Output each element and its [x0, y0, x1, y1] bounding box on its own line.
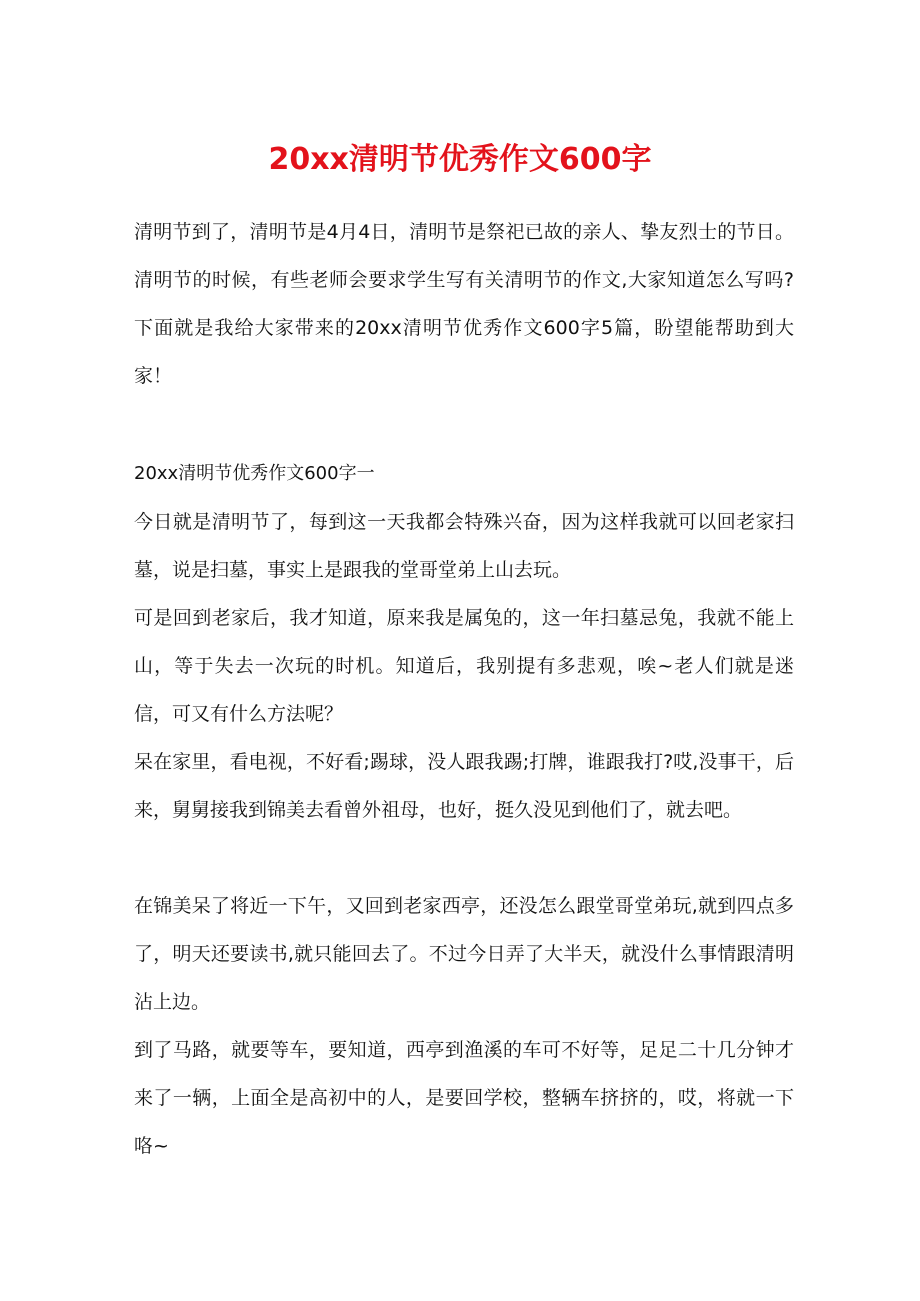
paragraph-4: 在锦美呆了将近一下午，又回到老家西亭，还没怎么跟堂哥堂弟玩,就到四点多了，明天还要读书,就只能回去了。不过今日弄了大半天，就没什么事情跟清明沾上边。 [134, 895, 794, 1013]
document-title: 20xx清明节优秀作文600字 [268, 142, 652, 177]
paragraph-3: 呆在家里，看电视，不好看;踢球，没人跟我踢;打牌，谁跟我打?哎,没事干，后来，舅舅接我到锦美去看曾外祖母，也好，挺久没见到他们了，就去吧。 [134, 751, 794, 821]
paragraph-5: 到了马路，就要等车，要知道，西亭到渔溪的车可不好等，足足二十几分钟才来了一辆，上面全是高初中的人，是要回学校，整辆车挤挤的，哎，将就一下咯~ [134, 1039, 794, 1157]
paragraph-1: 今日就是清明节了，每到这一天我都会特殊兴奋，因为这样我就可以回老家扫墓，说是扫墓，事实上是跟我的堂哥堂弟上山去玩。 [134, 511, 794, 581]
section-heading: 20xx清明节优秀作文600字一 [134, 463, 375, 484]
paragraph-2: 可是回到老家后，我才知道，原来我是属兔的，这一年扫墓忌兔，我就不能上山，等于失去一次玩的时机。知道后，我别提有多悲观，唉~老人们就是迷信，可又有什么方法呢？ [134, 607, 794, 725]
intro-paragraph: 清明节到了，清明节是4月4日，清明节是祭祀已故的亲人、挚友烈士的节日。清明节的时候，有些老师会要求学生写有关清明节的作文,大家知道怎么写吗?下面就是我给大家带来的20xx清明节优秀作文600字5篇，盼望能帮助到大家！ [134, 221, 794, 387]
